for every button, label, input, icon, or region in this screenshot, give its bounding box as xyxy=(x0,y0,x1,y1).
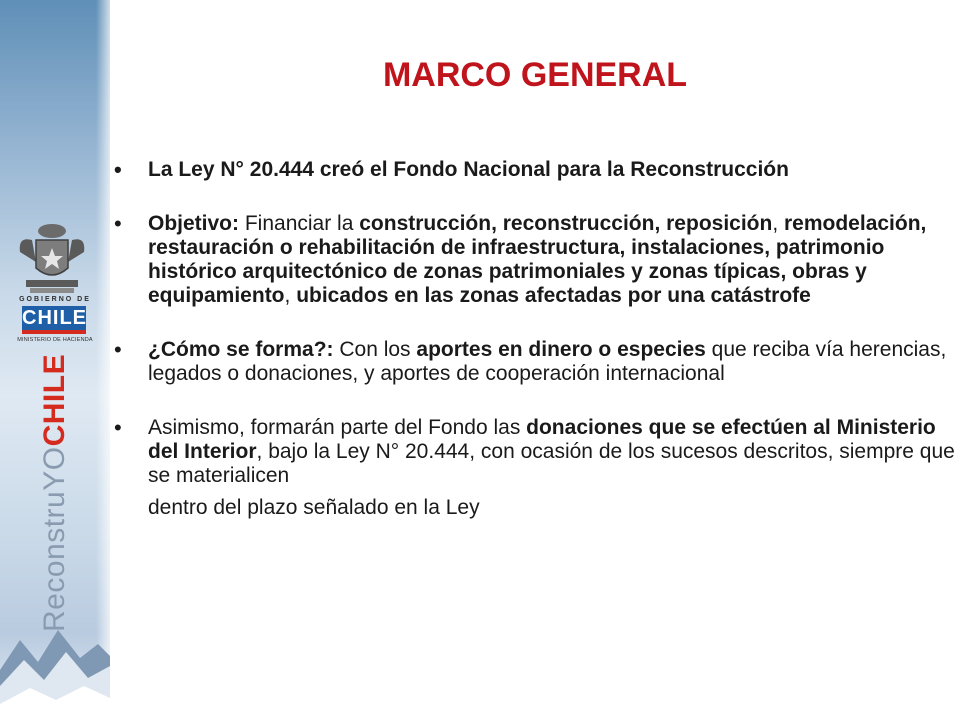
como-se-forma-text-1: Con los xyxy=(333,338,417,361)
bullet-ley xyxy=(110,158,960,182)
bullet-ley-text: La Ley N° 20.444 creó el Fondo Nacional para la Reconstrucción xyxy=(148,158,789,181)
brand-accent: CHILE xyxy=(38,353,71,447)
bullet-como-se-forma xyxy=(110,338,960,386)
objetivo-bold-3: ubicados en las zonas afectadas por una catástrofe xyxy=(296,284,811,307)
bullet-objetivo xyxy=(110,212,960,308)
coat-of-arms-icon xyxy=(8,222,96,298)
slide-title: MARCO GENERAL xyxy=(382,56,688,94)
objetivo-text-3: , xyxy=(284,284,297,307)
como-se-forma-text-2: que reciba vía herencias, legados o donaciones, y aportes de cooperación internacional xyxy=(148,338,947,385)
logo-chile-text: CHILE xyxy=(22,307,87,329)
objetivo-label: Objetivo: xyxy=(148,212,240,235)
objetivo-text-2: , xyxy=(772,212,784,235)
logo-ministerio-text: MINISTERIO DE HACIENDA xyxy=(17,337,93,343)
sidebar-banner xyxy=(0,0,110,720)
asimismo-text-2: , bajo la Ley N° 20.444, con ocasión de los sucesos descritos, siempre que se materialicen xyxy=(148,440,955,487)
asimismo-bold-1: donaciones que se efectúen al Ministerio del Interior xyxy=(148,416,936,463)
brand-prefix: ReconstruYO xyxy=(38,446,71,632)
bullet-list xyxy=(110,158,960,550)
como-se-forma-label: ¿Cómo se forma?: xyxy=(148,338,334,361)
asimismo-text-3: dentro del plazo señalado en la Ley xyxy=(148,496,480,519)
reconstruyo-chile-logo xyxy=(38,354,72,632)
bullet-asimismo xyxy=(110,416,960,520)
objetivo-bold-2: remodelación, restauración o rehabilitación de infraestructura, instalaciones, patrimonio histórico arquitectónico de zonas patrimoniales y zonas típicas, obras y equipamiento xyxy=(148,212,927,307)
snowy-mountains-image xyxy=(0,600,110,720)
asimismo-text-1: Asimismo, formarán parte del Fondo las xyxy=(148,416,527,439)
logo-chile-underline xyxy=(22,330,86,334)
objetivo-text-1: Financiar la xyxy=(239,212,360,235)
como-se-forma-bold-1: aportes en dinero o especies xyxy=(416,338,706,361)
logo-gobierno-text: GOBIERNO DE xyxy=(19,296,91,303)
objetivo-bold-1: construcción, reconstrucción, reposición xyxy=(359,212,773,235)
